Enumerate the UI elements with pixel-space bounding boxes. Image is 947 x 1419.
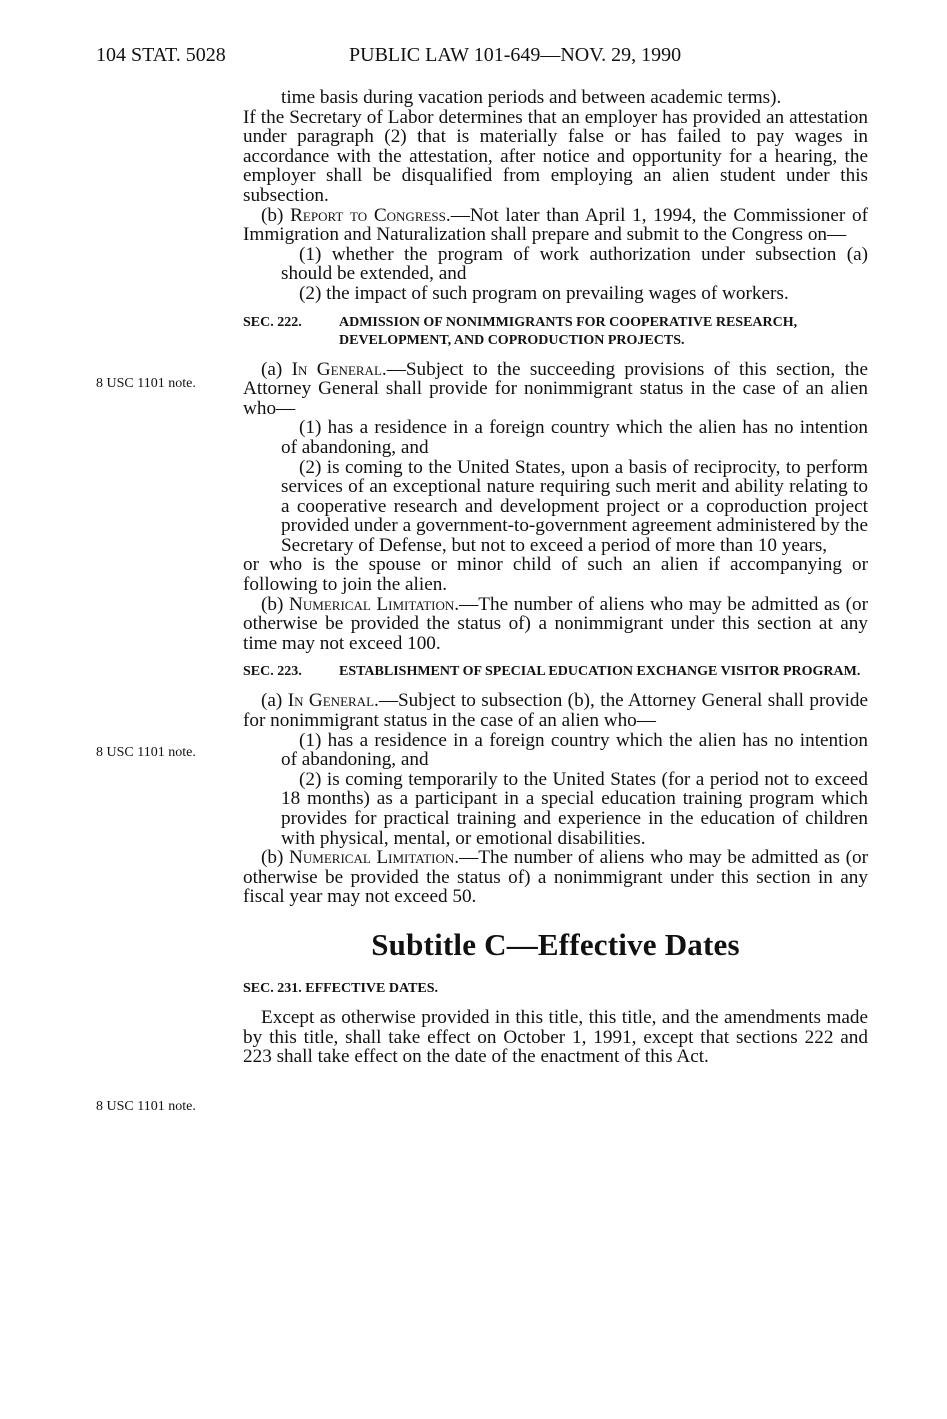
section-title: ADMISSION OF NONIMMIGRANTS FOR COOPERATIVE RESEARCH, DEVELOPMENT, AND COPRODUCTION PROJECTS. — [339, 314, 798, 348]
subsection-label: (b) — [261, 204, 291, 226]
section-222-paragraph-2: (2) is coming to the United States, upon a basis of reciprocity, to perform services of an exceptional nature requiring such merit and ability relating to a cooperative research and development project or a coproduction project provided under a government-to-government agreement administered by the Secretary of Defense, but not to exceed a period of more than 10 years, — [281, 456, 868, 556]
subsection-heading: In General — [287, 690, 375, 712]
section-title: ESTABLISHMENT OF SPECIAL EDUCATION EXCHANGE VISITOR PROGRAM. — [339, 664, 861, 680]
section-223-paragraph-1: (1) has a residence in a foreign country which the alien has no intention of abandoning, and — [281, 729, 868, 771]
section-231-heading: SEC. 231. EFFECTIVE DATES. — [243, 980, 439, 996]
paragraph-continuation: time basis during vacation periods and between academic terms). — [281, 87, 782, 108]
subsection-label: (b) — [261, 593, 290, 615]
subsection-text: .—The number of aliens who may be admitted as (or otherwise be provided the status of) a nonimmigrant under this section at any time may not exceed 100. — [243, 593, 868, 654]
subsection-label: (a) — [261, 690, 288, 712]
stat-page-number: 104 STAT. 5028 — [96, 44, 226, 66]
subsection-b-report — [243, 206, 868, 245]
section-223-paragraph-2: (2) is coming temporarily to the United States (for a period not to exceed 18 months) as a participant in a special education training program which provides for practical training and experience in the education of children with physical, mental, or emotional disabilities. — [281, 768, 868, 849]
subsection-label: (b) — [261, 847, 290, 869]
subsection-text: .—Not later than April 1, 1994, the Commissioner of Immigration and Naturalization shall prepare and submit to the Congress on— — [243, 204, 868, 246]
section-223-subsection-a — [243, 691, 868, 730]
margin-note-sec222: 8 USC 1101 note. — [96, 376, 196, 391]
subsection-heading: Numerical Limitation — [289, 847, 455, 869]
subsection-label: (a) — [261, 358, 292, 380]
paragraph-b1: (1) whether the program of work authorization under subsection (a) should be extended, and — [281, 243, 868, 285]
paragraph-disqualification: If the Secretary of Labor determines that an employer has provided an attestation under paragraph (2) that is materially false or has failed to pay wages in accordance with the attestation, after notice and opportunity for a hearing, the employer shall be disqualified from employing an alien student under this subsection. — [243, 106, 868, 206]
subsection-text: .—Subject to the succeeding provisions of this section, the Attorney General shall provide for nonimmigrant status in the case of an alien who— — [243, 358, 869, 419]
section-223-heading — [243, 663, 868, 681]
section-222-subsection-b — [243, 595, 868, 654]
law-citation: PUBLIC LAW 101-649—NOV. 29, 1990 — [349, 44, 682, 66]
paragraph-b2: (2) the impact of such program on prevailing wages of workers. — [299, 282, 789, 304]
section-222-tail: or who is the spouse or minor child of such an alien if accompanying or following to join the alien. — [243, 554, 868, 596]
section-number: SEC. 223. — [243, 664, 302, 680]
document-body — [243, 88, 868, 1067]
section-231-text: Except as otherwise provided in this title, this title, and the amendments made by this title, shall take effect on October 1, 1991, except that sections 222 and 223 shall take effect on the date of the enactment of this Act. — [243, 1007, 868, 1068]
subtitle-heading: Subtitle C—Effective Dates — [371, 926, 740, 962]
subsection-heading: In General — [291, 358, 382, 380]
margin-note-sec223: 8 USC 1101 note. — [96, 745, 196, 760]
subsection-text: .—The number of aliens who may be admitted as (or otherwise be provided the status of) a nonimmigrant under this section in any fiscal year may not exceed 50. — [243, 847, 868, 908]
subsection-text: .—Subject to subsection (b), the Attorney General shall provide for nonimmigrant status in the case of an alien who— — [243, 690, 869, 732]
section-223-subsection-b — [243, 848, 868, 907]
subsection-heading: Report to Congress — [290, 204, 446, 226]
margin-note-sec231: 8 USC 1101 note. — [96, 1099, 196, 1114]
section-222-paragraph-1: (1) has a residence in a foreign country which the alien has no intention of abandoning, and — [281, 417, 868, 458]
section-222-subsection-a — [243, 360, 868, 419]
subsection-heading: Numerical Limitation — [289, 593, 455, 615]
section-222-heading — [243, 314, 868, 350]
section-number: SEC. 222. — [243, 314, 302, 330]
